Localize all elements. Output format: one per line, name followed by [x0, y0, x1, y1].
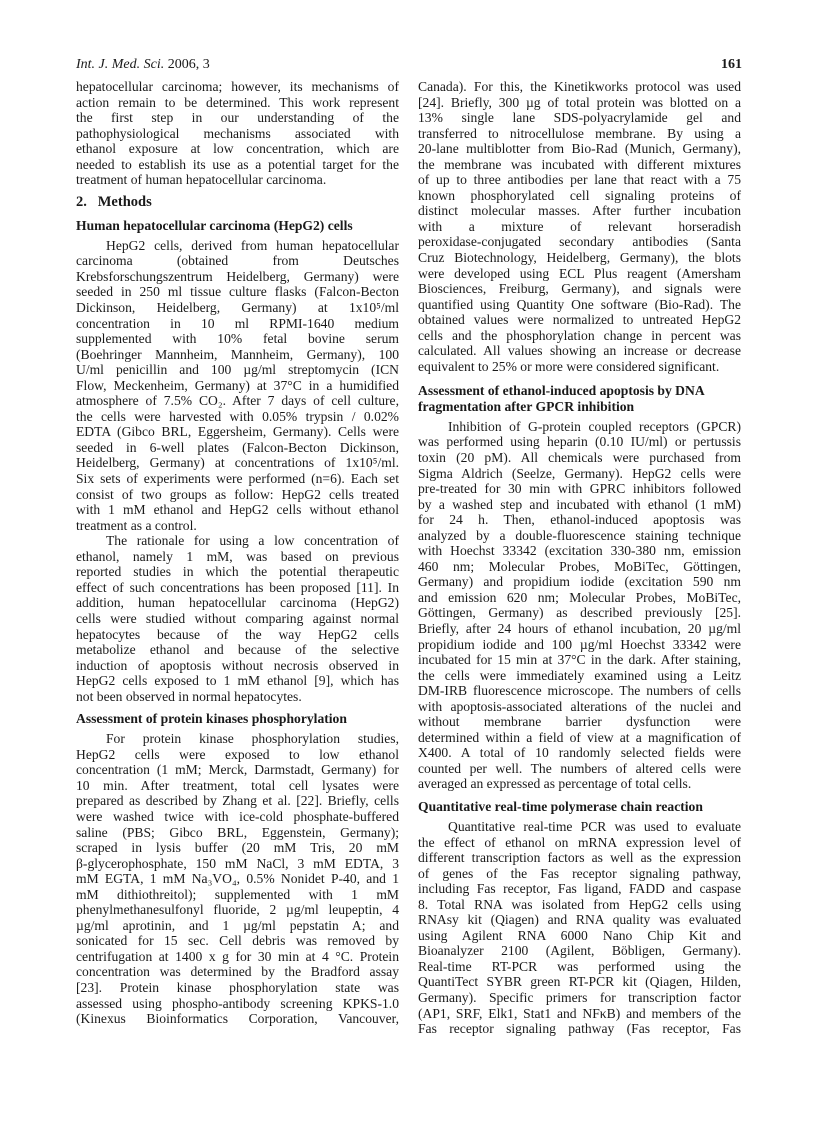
- text-line: without membrane barrier dysfunction were: [418, 714, 741, 730]
- text-line: determined within a field of view at a magnification of: [418, 729, 741, 745]
- text-line: mM dithiothreitol); supplemented with 1 mM: [76, 886, 399, 902]
- text-line: carcinoma (obtained from Deutsches: [76, 253, 399, 269]
- text-line: 13% single lane SDS-polyacrylamide gel and: [418, 110, 741, 126]
- text-line: Human hepatocellular carcinoma (HepG2) cells: [76, 217, 353, 233]
- text-line: with Hoechst 33342 (excitation 330-380 nm, emission: [418, 543, 741, 559]
- text-line: ethanol exposure at low concentration, which are: [76, 141, 399, 157]
- text-line: treatment of human hepatocellular carcinoma.: [76, 172, 327, 188]
- text-line: the first step in our understanding of the: [76, 110, 399, 126]
- text-line: was performed using heparin (0.10 IU/ml) or pertussis: [418, 434, 741, 450]
- text-line: the effect of ethanol on mRNA expression level of: [418, 834, 741, 850]
- text-line: Six sets of experiments were performed (n=6). Each set: [76, 471, 399, 487]
- text-line: with apoptosis-associated alterations of the nuclei and: [418, 698, 741, 714]
- text-line: Briefly, after 24 hours of ethanol incubation, 20 µg/ml: [418, 621, 741, 636]
- text-line: saline (PBS; Gibco BRL, Eggenstein, Germany);: [76, 824, 399, 840]
- subsection-heading: [76, 218, 399, 234]
- text-line: fragmentation after GPCR inhibition: [418, 398, 635, 414]
- text-line: for 24 h. Then, ethanol-induced apoptosis was: [418, 512, 741, 528]
- text-line: β-glycerophosphate, 150 mM NaCl, 3 mM EDTA, 3: [76, 855, 399, 871]
- text-line: and emission 620 nm; Molecular Probes, MoBiTec,: [418, 589, 741, 605]
- text-line: Fas receptor signaling pathway (Fas receptor, Fas: [418, 1021, 741, 1037]
- text-line: atmosphere of 7.5% CO₂. After 7 days of cell culture,: [76, 393, 399, 409]
- text-line: metabolize ethanol and because of the selective: [76, 642, 399, 658]
- text-line: cells and the phosphorylation change in percent was: [418, 327, 741, 343]
- text-line: For protein kinase phosphorylation studies,: [106, 731, 399, 747]
- text-line: prepared as described by Zhang et al. [22]. Briefly, cells: [76, 793, 399, 809]
- text-line: hepatocellular carcinoma; however, its mechanisms of: [76, 79, 399, 94]
- text-line: peroxidase-conjugated secondary antibodies (Santa: [418, 234, 741, 250]
- text-line: HepG2 cells, derived from human hepatocellular: [106, 237, 399, 253]
- text-line: the cells were harvested with 0.05% trypsin / 0.02%: [76, 408, 399, 424]
- text-line: hepatocytes because of the way HepG2 cells: [76, 626, 399, 642]
- text-line: not been observed in normal hepatocytes.: [76, 688, 302, 704]
- paragraph: [418, 819, 741, 1037]
- text-line: Germany) and propidium iodide (excitation 590 nm: [418, 574, 741, 590]
- text-line: The rationale for using a low concentration of: [106, 533, 399, 549]
- text-line: (Kinexus Bioinformatics Corporation, Vancouver,: [76, 1011, 399, 1027]
- text-line: ethanol, namely 1 mM, was based on previous: [76, 548, 399, 564]
- text-line: quantified using Quantity One software (Bio-Rad). The: [418, 296, 741, 312]
- text-line: assessed using phospho-antibody screening KPKS-1.0: [76, 995, 399, 1011]
- text-line: obtained values were normalized to untreated HepG2: [418, 312, 741, 328]
- text-line: Biosciences, Freiburg, Germany), and signals were: [418, 281, 741, 297]
- paragraph: [418, 419, 741, 792]
- text-line: cells were studied without comparing against normal: [76, 610, 399, 626]
- text-line: Assessment of protein kinases phosphorylation: [76, 711, 347, 727]
- text-line: 8. Total RNA was isolated from HepG2 cells using: [418, 896, 741, 912]
- text-line: DM-IRB fluorescence microscope. The numbers of cells: [418, 683, 741, 699]
- text-line: different transcription factors as well as the expression: [418, 850, 741, 866]
- text-line: Dickinson, Heidelberg, Germany) at 1x10⁵/ml: [76, 300, 399, 316]
- text-line: Heidelberg, Germany) at concentrations of 1x10⁵/ml.: [76, 455, 399, 471]
- text-line: HepG2 cells were exposed to low ethanol: [76, 746, 399, 762]
- text-line: concentration in 10 ml RPMI-1640 medium: [76, 315, 399, 331]
- text-line: 460 nm; Molecular Probes, MoBiTec, Göttingen,: [418, 558, 741, 574]
- paragraph: [76, 731, 399, 1026]
- text-line: concentration (1 mM; Merck, Darmstadt, Germany) for: [76, 762, 399, 778]
- text-line: U/ml penicillin and 100 µg/ml streptomycin (ICN: [76, 362, 399, 378]
- text-line: concentration was determined by the Bradford assay: [76, 964, 399, 980]
- text-line: addition, human hepatocellular carcinoma (HepG2): [76, 595, 399, 611]
- paragraph: [418, 79, 741, 374]
- text-line: sonicated for 15 sec. Cell debris was removed by: [76, 933, 399, 949]
- text-line: treatment as a control.: [76, 517, 197, 533]
- text-line: with 1 mM ethanol and HepG2 cells without ethanol: [76, 502, 399, 518]
- text-line: Real-time RT-PCR was performed using the: [418, 958, 741, 974]
- page-number: 161: [721, 57, 742, 72]
- text-line: the cells were immediately examined using a Leitz: [418, 667, 741, 683]
- text-line: Assessment of ethanol-induced apoptosis by DNA: [418, 382, 705, 398]
- text-line: Bioanalyzer 2100 (Agilent, Böbligen, Germany).: [418, 943, 741, 959]
- text-line: were developed using ECL Plus reagent (Amersham: [418, 265, 741, 281]
- text-line: needed to establish its use as a potential target for the: [76, 156, 399, 172]
- text-line: toxin (20 pM). All chemicals were purchased from: [418, 449, 741, 465]
- text-line: consist of two groups as follow: HepG2 cells treated: [76, 486, 399, 502]
- text-line: propidium iodide and 100 µg/ml Hoechst 33342 were: [418, 636, 741, 652]
- text-line: 20-lane multiblotter from Bio-Rad (Munich, Germany),: [418, 141, 741, 157]
- text-line: were washed twice with ice-cold phosphate-buffered: [76, 808, 399, 824]
- text-line: seeded in 250 ml tissue culture flasks (Falcon-Becton: [76, 284, 399, 300]
- text-line: of genes of the Fas receptor signaling pathway,: [418, 865, 741, 881]
- text-line: Quantitative real-time polymerase chain reaction: [418, 799, 703, 815]
- text-line: Inhibition of G-protein coupled receptors (GPCR): [448, 418, 741, 434]
- text-line: averaged an expressed as percentage of total cells.: [418, 776, 692, 792]
- text-line: effect of such concentrations has been proposed [11]. In: [76, 579, 399, 595]
- journal-name: Int. J. Med. Sci.: [76, 57, 165, 72]
- text-line: mM EGTA, 1 mM Na₃VO₄, 0.5% Nonidet P-40, and 1: [76, 871, 399, 887]
- subsection-heading: [418, 799, 741, 815]
- text-line: 2. Methods: [76, 193, 152, 210]
- text-line: action remain to be determined. This work represent: [76, 94, 399, 110]
- text-line: transferred to nitrocellulose membrane. By using a: [418, 125, 741, 141]
- text-line: X400. A total of 10 randomly selected fields were: [418, 745, 741, 761]
- text-line: µg/ml aprotinin, and 1 µg/ml pepstatin A; and: [76, 917, 399, 933]
- text-line: pathophysiological mechanisms associated with: [76, 125, 399, 141]
- right-column: [418, 79, 741, 1037]
- text-line: reported studies in which the potential therapeutic: [76, 564, 399, 580]
- text-line: known phosphorylated cell signaling proteins of: [418, 187, 741, 203]
- text-line: supplemented with 10% fetal bovine serum: [76, 331, 399, 347]
- paragraph: [76, 79, 399, 188]
- text-line: Cruz Biotechnology, Heidelberg, Germany), the blots: [418, 250, 741, 266]
- text-line: RNAsy kit (Qiagen) and RNA quality was evaluated: [418, 912, 741, 928]
- text-line: [23]. Protein kinase phosphorylation state was: [76, 979, 399, 995]
- text-line: seeded in 6-well plates (Falcon-Becton Dickinson,: [76, 439, 399, 455]
- text-line: HepG2 cells exposed to 1 mM ethanol [9], which has: [76, 673, 399, 689]
- text-line: calculated. All values showing an increase or decrease: [418, 343, 741, 359]
- text-line: the membrane was incubated with different mixtures: [418, 156, 741, 172]
- text-line: by a washed step and incubated with ethanol (1 mM): [418, 496, 741, 512]
- text-line: EDTA (Gibco BRL, Eggersheim, Germany). Cells were: [76, 424, 399, 440]
- text-line: of up to three antibodies per lane that react with a 75: [418, 172, 741, 188]
- year-volume: 2006, 3: [167, 57, 210, 72]
- text-line: Germany). Specific primers for transcription factor: [418, 990, 741, 1006]
- text-line: Göttingen, Germany) as described previously [25].: [418, 605, 741, 621]
- text-line: counted per well. The numbers of altered cells were: [418, 760, 741, 776]
- text-line: Krebsforschungszentrum Heidelberg, Germany) were: [76, 268, 399, 284]
- section-heading: [76, 194, 399, 210]
- text-line: analyzed by a double-fluorescence staining technique: [418, 527, 741, 543]
- text-line: centrifugation at 1400 x g for 30 min at 4 °C. Protein: [76, 948, 399, 964]
- left-column: [76, 79, 399, 1027]
- text-line: including Fas receptor, Fas ligand, FADD and caspase: [418, 881, 741, 897]
- text-line: distinct molecular masses. After further incubation: [418, 203, 741, 219]
- text-line: QuantiTect SYBR green RT-PCR kit (Qiagen, Hilden,: [418, 974, 741, 990]
- text-line: [24]. Briefly, 300 µg of total protein was blotted on a: [418, 94, 741, 110]
- text-line: (AP1, SRF, Elk1, Stat1 and NFκB) and members of the: [418, 1005, 741, 1021]
- paragraph: [76, 238, 399, 533]
- text-line: pre-treated for 30 min with GPRC inhibitors followed: [418, 481, 741, 497]
- text-line: using Agilent RNA 6000 Nano Chip Kit and: [418, 927, 741, 943]
- paragraph: [76, 533, 399, 704]
- text-line: incubated for 15 min at 37°C in the dark. After staining,: [418, 652, 741, 668]
- text-line: Sigma Aldrich (Seelze, Germany). HepG2 cells were: [418, 465, 741, 481]
- text-line: scraped in lysis buffer (20 mM Tris, 20 mM: [76, 840, 399, 856]
- text-line: induction of apoptosis without necrosis observed in: [76, 657, 399, 673]
- text-line: equivalent to 25% or more were considered significant.: [418, 358, 720, 374]
- text-line: 10 min. After treatment, total cell lysates were: [76, 777, 399, 793]
- text-line: with a mixture of relevant horseradish: [418, 218, 741, 234]
- text-line: phenylmethanesulfonyl fluoride, 2 µg/ml leupeptin, 4: [76, 902, 399, 918]
- running-header: [76, 56, 210, 74]
- text-line: Quantitative real-time PCR was used to evaluate: [448, 819, 741, 835]
- text-line: (Boehringer Mannheim, Mannheim, Germany), 100: [76, 346, 399, 362]
- subsection-heading: [418, 383, 741, 415]
- text-line: Flow, Meckenheim, Germany) at 37°C in a humidified: [76, 377, 399, 393]
- subsection-heading: [76, 711, 399, 727]
- text-line: Canada). For this, the Kinetikworks protocol was used: [418, 79, 741, 94]
